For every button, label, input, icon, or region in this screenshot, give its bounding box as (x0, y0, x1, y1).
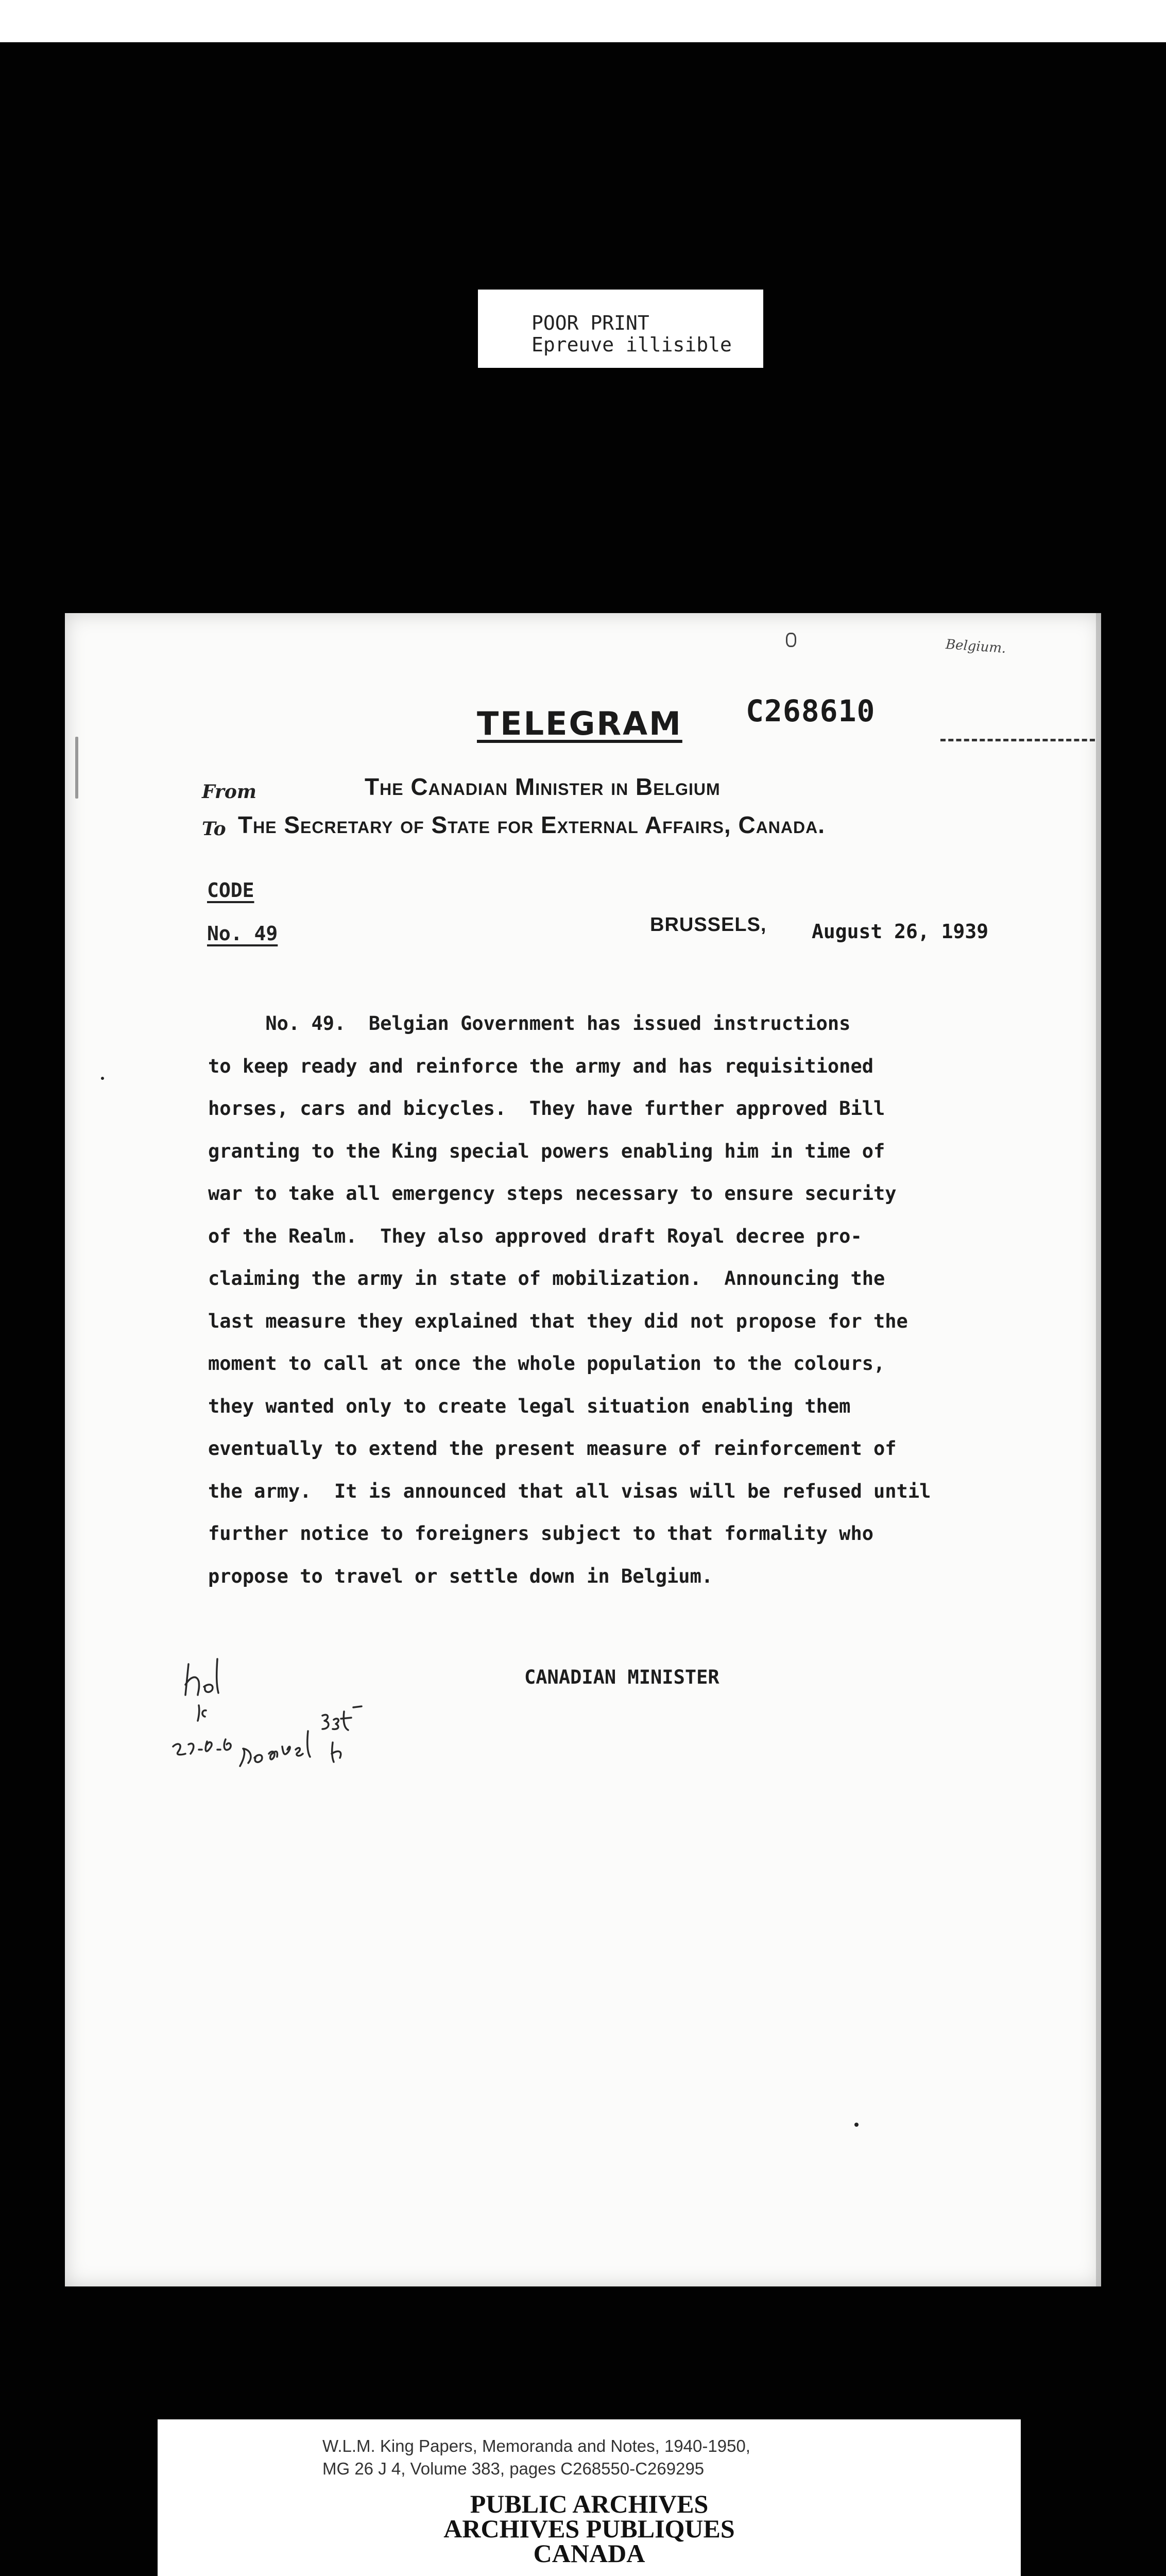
telegram-document (65, 613, 1101, 2286)
archives-country: CANADA (533, 2539, 645, 2568)
body-line: to keep ready and reinforce the army and has requisitioned (208, 1055, 874, 1077)
body-line: moment to call at once the whole population to the colours, (208, 1352, 885, 1375)
archive-footer (158, 2419, 1021, 2576)
body-line: war to take all emergency steps necessary to ensure security (208, 1182, 897, 1205)
body-line: they wanted only to create legal situation enabling them (208, 1395, 851, 1417)
archive-reference (322, 2435, 750, 2480)
hole-punch-mark (786, 633, 796, 647)
paper-edge-shadow (1096, 613, 1101, 2286)
ink-speck (854, 2123, 859, 2127)
public-archives-label (158, 2489, 1021, 2568)
handwritten-annotation (168, 1643, 384, 1777)
from-label: From (202, 781, 256, 803)
telegram-title: TELEGRAM (477, 705, 682, 742)
archives-line-en: PUBLIC ARCHIVES (470, 2489, 709, 2518)
body-line: the army. It is announced that all visas will be refused until (208, 1480, 931, 1502)
reference-line: W.L.M. King Papers, Memoranda and Notes, 1940-1950, (322, 2436, 750, 2455)
telegram-body (208, 1003, 1094, 1598)
poor-print-line-fr: Epreuve illisible (531, 333, 732, 356)
dateline-date: August 26, 1939 (812, 920, 989, 943)
body-line: claiming the army in state of mobilization. Announcing the (208, 1267, 885, 1290)
body-line: horses, cars and bicycles. They have further approved Bill (208, 1097, 885, 1120)
body-line: granting to the King special powers enabling him in time of (208, 1140, 885, 1162)
to-label: To (202, 818, 226, 840)
poor-print-label (478, 290, 763, 368)
stamp-rule (940, 739, 1095, 741)
poor-print-line-en: POOR PRINT (531, 312, 649, 334)
body-line: last measure they explained that they did not propose for the (208, 1310, 908, 1332)
body-line: eventually to extend the present measure of reinforcement of (208, 1437, 897, 1460)
reference-line: MG 26 J 4, Volume 383, pages C268550-C269295 (322, 2459, 705, 2478)
message-number: No. 49 (207, 922, 278, 945)
sender: The Canadian Minister in Belgium (365, 773, 721, 800)
archives-line-fr: ARCHIVES PUBLIQUES (443, 2514, 735, 2543)
recipient: The Secretary of State for External Affairs, Canada. (238, 811, 826, 838)
body-line: No. 49. Belgian Government has issued instructions (208, 1012, 851, 1035)
dateline-place: BRUSSELS, (650, 914, 767, 936)
signature: CANADIAN MINISTER (524, 1666, 719, 1688)
paper-crease-mark (75, 737, 78, 799)
body-line: propose to travel or settle down in Belgium. (208, 1565, 713, 1587)
document-id-stamp: C268610 (746, 693, 876, 728)
body-line: further notice to foreigners subject to that formality who (208, 1522, 874, 1545)
ink-speck (101, 1077, 104, 1080)
code-label: CODE (207, 879, 254, 902)
archive-note: Belgium. (945, 636, 1007, 657)
body-line: of the Realm. They also approved draft Royal decree pro- (208, 1225, 862, 1247)
